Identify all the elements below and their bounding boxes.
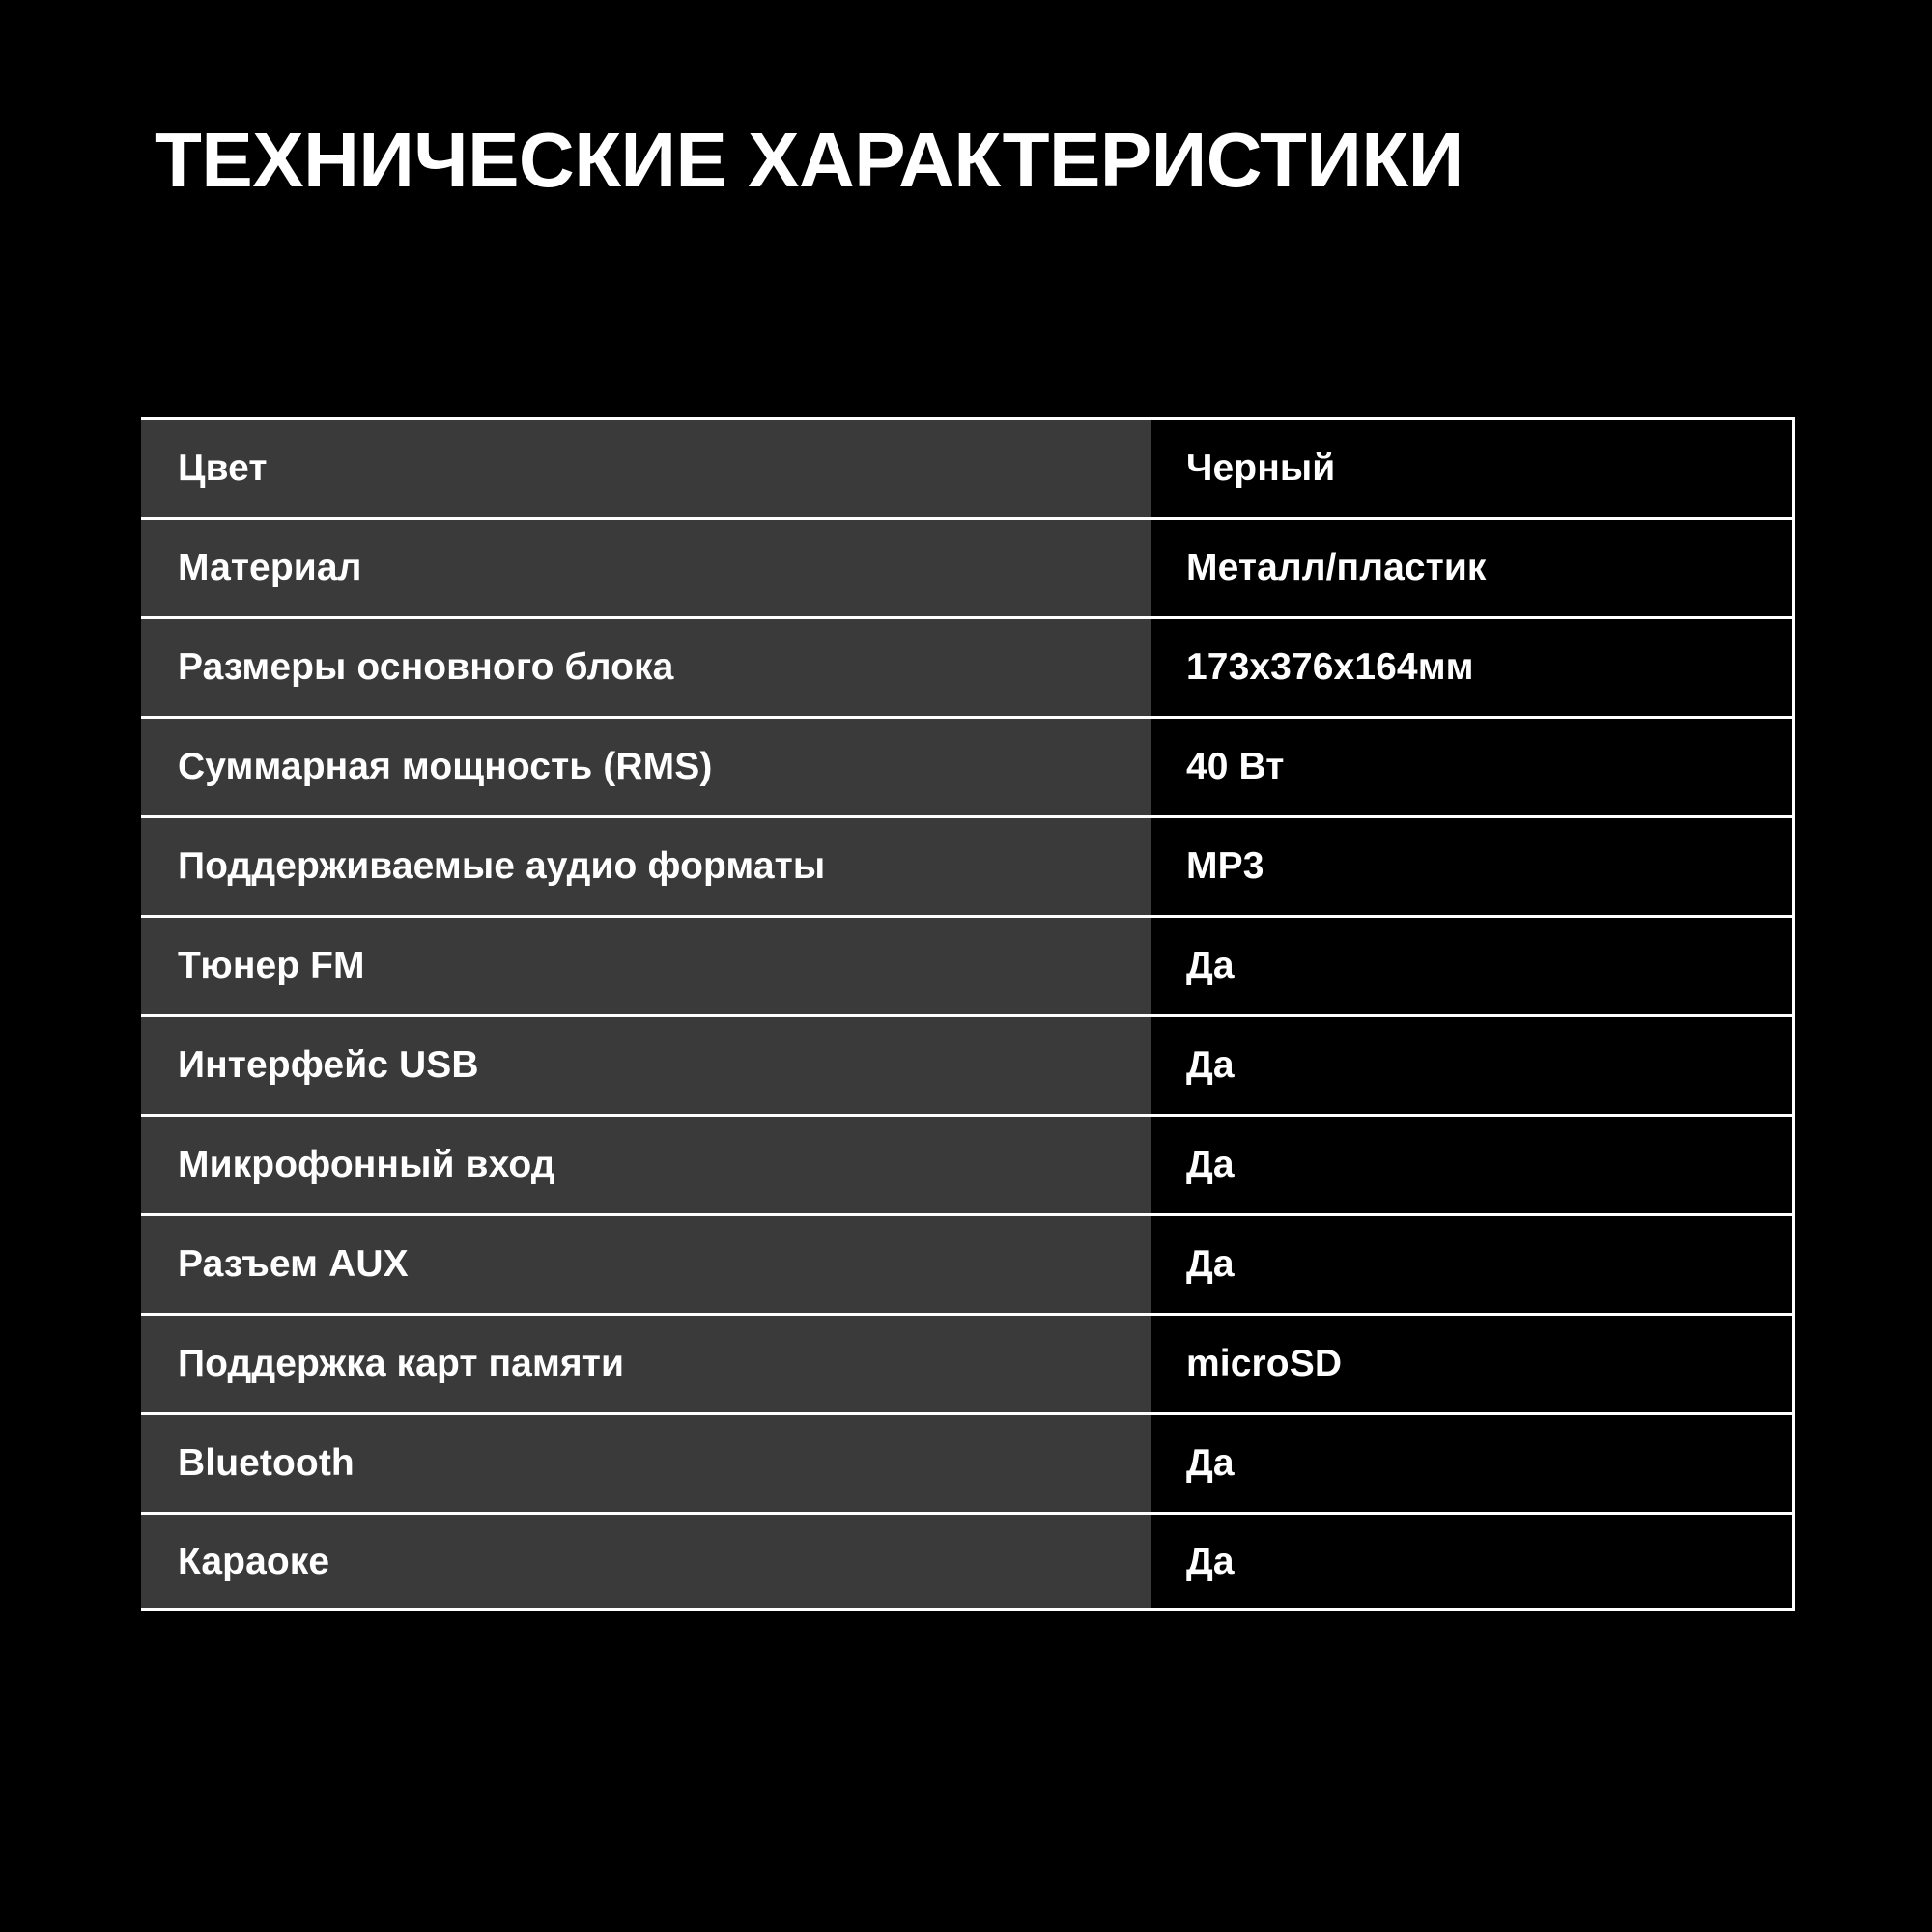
spec-label-text: Микрофонный вход [178,1144,555,1185]
table-row [141,1014,1795,1114]
spec-label-text: Поддержка карт памяти [178,1343,625,1384]
spec-value-text: MP3 [1186,845,1264,887]
spec-value-cell [1151,1014,1795,1114]
spec-value-cell [1151,517,1795,616]
spec-label-text: Интерфейс USB [178,1044,479,1086]
table-row [141,1114,1795,1213]
table-row [141,1412,1795,1512]
spec-value-text: Черный [1186,447,1336,489]
table-row [141,417,1795,517]
table-row [141,915,1795,1014]
specifications-table-body [141,417,1795,1611]
spec-value-cell [1151,716,1795,815]
table-row [141,616,1795,716]
table-row [141,1313,1795,1412]
spec-value-cell [1151,1114,1795,1213]
spec-label-text: Цвет [178,447,268,489]
spec-value-text: 173x376x164мм [1186,646,1474,688]
spec-label-cell [141,417,1151,517]
spec-value-cell [1151,915,1795,1014]
specifications-table [141,417,1795,1611]
spec-label-text: Суммарная мощность (RMS) [178,746,713,787]
spec-value-text: Да [1186,945,1235,986]
spec-label-cell [141,815,1151,915]
spec-label-text: Bluetooth [178,1442,355,1484]
table-row [141,815,1795,915]
table-row [141,716,1795,815]
page-title: ТЕХНИЧЕСКИЕ ХАРАКТЕРИСТИКИ [155,117,1463,203]
spec-value-text: Металл/пластик [1186,547,1487,588]
spec-label-text: Размеры основного блока [178,646,674,688]
spec-value-text: Да [1186,1044,1235,1086]
spec-label-text: Поддерживаемые аудио форматы [178,845,826,887]
spec-value-cell [1151,1412,1795,1512]
spec-value-text: Да [1186,1540,1235,1582]
spec-value-text: Да [1186,1442,1235,1484]
spec-label-cell [141,915,1151,1014]
spec-value-text: Да [1186,1144,1235,1185]
spec-value-text: microSD [1186,1343,1343,1384]
table-row [141,517,1795,616]
spec-value-cell [1151,815,1795,915]
spec-label-text: Караоке [178,1540,330,1582]
spec-label-cell [141,1512,1151,1611]
spec-label-cell [141,1014,1151,1114]
spec-value-text: Да [1186,1243,1235,1285]
spec-label-cell [141,1213,1151,1313]
spec-label-text: Материал [178,547,362,588]
spec-label-text: Тюнер FM [178,945,365,986]
spec-label-cell [141,1412,1151,1512]
spec-label-text: Разъем AUX [178,1243,409,1285]
spec-value-cell [1151,616,1795,716]
table-row [141,1512,1795,1611]
spec-label-cell [141,716,1151,815]
spec-value-cell [1151,1512,1795,1611]
spec-value-text: 40 Вт [1186,746,1285,787]
spec-label-cell [141,616,1151,716]
spec-label-cell [141,1114,1151,1213]
spec-value-cell [1151,1313,1795,1412]
spec-value-cell [1151,417,1795,517]
table-row [141,1213,1795,1313]
spec-label-cell [141,1313,1151,1412]
spec-label-cell [141,517,1151,616]
spec-value-cell [1151,1213,1795,1313]
